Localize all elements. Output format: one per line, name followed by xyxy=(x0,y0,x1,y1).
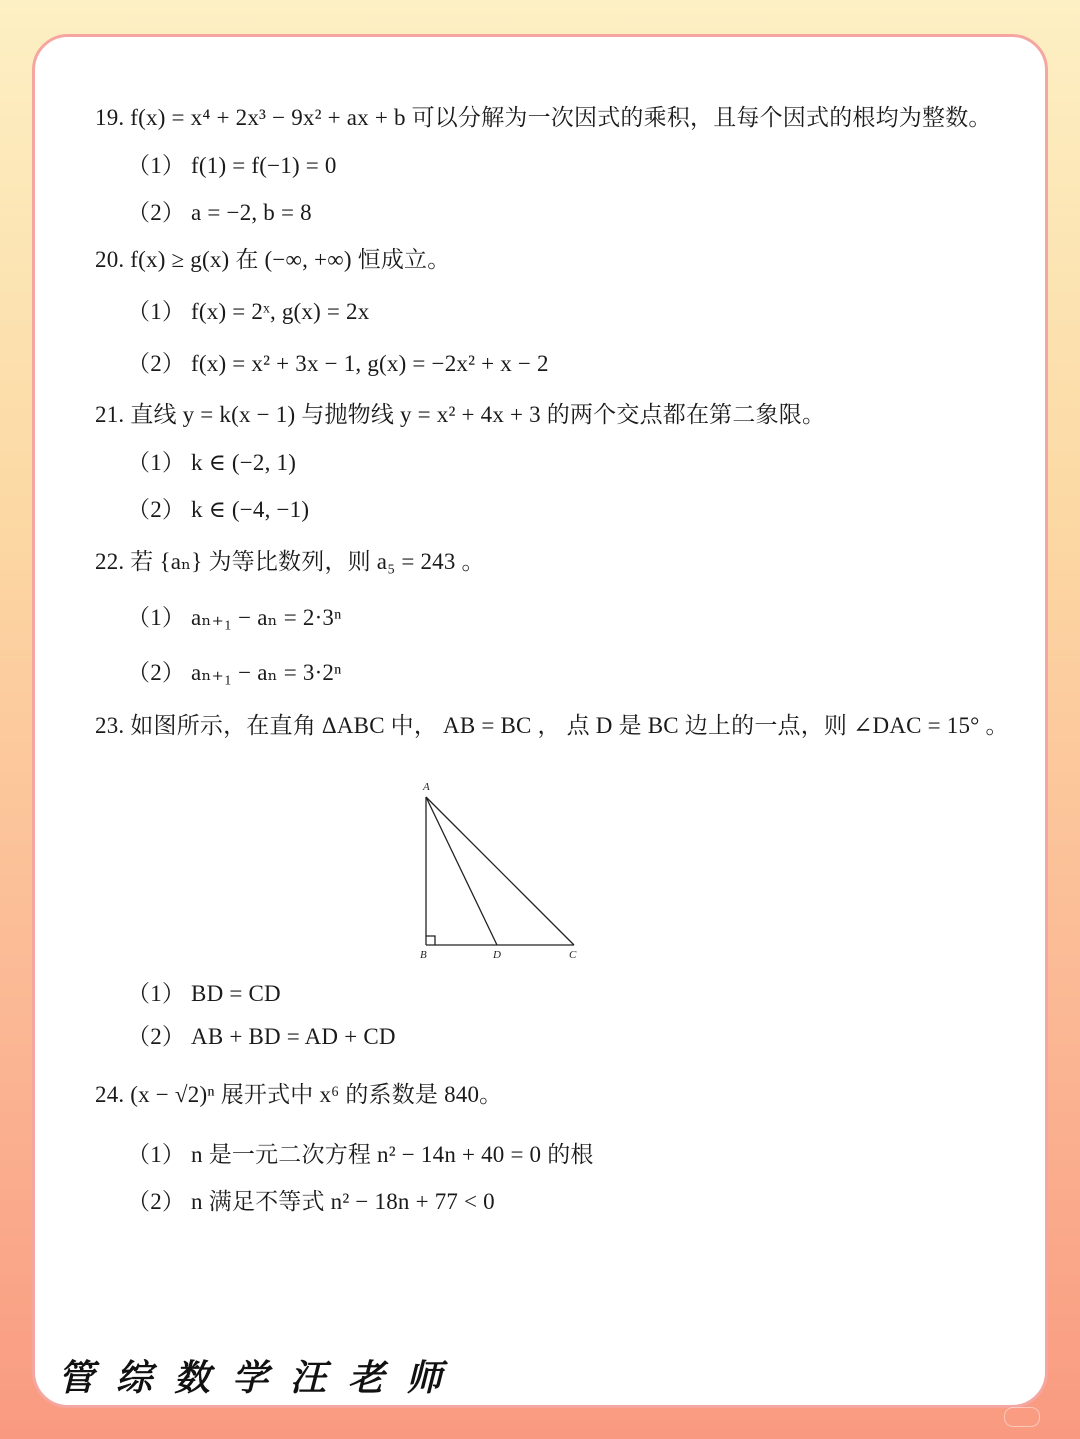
question-23-stem: 23. 如图所示，在直角 ΔABC 中， AB = BC ， 点 D 是 BC 边上的一点，则 ∠DAC = 15° 。 xyxy=(95,713,1009,738)
question-24-stem: 24. (x − √2)ⁿ 展开式中 x⁶ 的系数是 840。 xyxy=(95,1082,503,1107)
question-19-option-1: （1） f(1) = f(−1) = 0 xyxy=(127,153,337,178)
question-23-option-2: （2） AB + BD = AD + CD xyxy=(127,1024,396,1049)
segment-ad xyxy=(426,797,497,945)
right-angle-marker xyxy=(426,936,435,945)
label-d: D xyxy=(493,949,501,961)
question-card xyxy=(32,34,1048,1408)
question-21-option-2: （2） k ∈ (−4, −1) xyxy=(127,497,310,522)
question-24-option-1: （1） n 是一元二次方程 n² − 14n + 40 = 0 的根 xyxy=(127,1142,594,1167)
question-22-option-2: （2） aₙ₊₁ − aₙ = 3·2ⁿ xyxy=(127,660,342,685)
question-22-stem: 22. 若 {aₙ} 为等比数列，则 a₅ = 243 。 xyxy=(95,549,485,574)
question-23-option-1: （1） BD = CD xyxy=(127,981,281,1006)
question-21-stem: 21. 直线 y = k(x − 1) 与抛物线 y = x² + 4x + 3 的两个交点都在第二象限。 xyxy=(95,402,826,427)
side-ac xyxy=(426,797,574,945)
question-20-option-2: （2） f(x) = x² + 3x − 1, g(x) = −2x² + x − 2 xyxy=(127,351,549,376)
author-signature: 管综数学汪老师 xyxy=(58,1358,465,1399)
corner-watermark xyxy=(1004,1407,1040,1427)
label-b: B xyxy=(420,949,427,961)
question-21-option-1: （1） k ∈ (−2, 1) xyxy=(127,450,297,475)
question-19-option-2: （2） a = −2, b = 8 xyxy=(127,200,312,225)
question-20-option-1: （1） f(x) = 2ˣ, g(x) = 2x xyxy=(127,299,370,324)
question-22-option-1: （1） aₙ₊₁ − aₙ = 2·3ⁿ xyxy=(127,605,342,630)
label-c: C xyxy=(569,949,577,961)
triangle-figure xyxy=(411,777,591,967)
question-20-stem: 20. f(x) ≥ g(x) 在 (−∞, +∞) 恒成立。 xyxy=(95,247,451,272)
label-a: A xyxy=(423,781,430,793)
question-24-option-2: （2） n 满足不等式 n² − 18n + 77 < 0 xyxy=(127,1189,495,1214)
question-19-stem: 19. f(x) = x⁴ + 2x³ − 9x² + ax + b 可以分解为一次因式的乘积，且每个因式的根均为整数。 xyxy=(95,105,992,130)
